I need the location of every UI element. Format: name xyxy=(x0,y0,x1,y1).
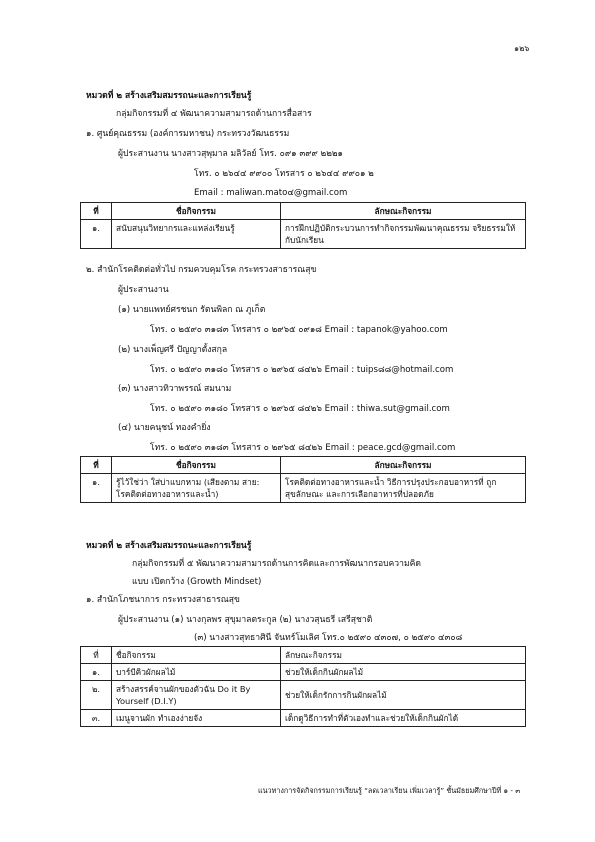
table-row xyxy=(81,474,526,503)
contact-detail: โทร. ๐ ๒๕๙๐ ๓๑๘๓ โทรสาร ๐ ๒๙๖๕ ๐๙๑๘ Email : tapanok@yahoo.com xyxy=(150,325,448,335)
contact-name: (๓) นางสาวทิวาพรรณ์ สมนาม xyxy=(118,384,232,394)
table-header: ชื่อกิจกรรม xyxy=(112,203,281,220)
section1-org1-contact-phone: โทร. ๐ ๒๖๔๔ ๙๙๐๐ โทรสาร ๐ ๒๖๔๔ ๙๙๐๑ ๒ xyxy=(194,169,374,179)
contact-name: (๑) นายแพทย์ศรชนก รัตนพิลก ณ ภูเก็ต xyxy=(118,305,266,315)
table-cell: เมนูจานผัก ทำเองง่ายจัง xyxy=(112,710,281,727)
table-header: ชื่อกิจกรรม xyxy=(112,647,281,664)
table-cell: ช่วยให้เด็กรักการกินผักผลไม้ xyxy=(281,681,526,710)
table-header: ที่ xyxy=(81,647,112,664)
table-cell: ๑. xyxy=(81,664,112,681)
section1-org2-coordinator-label: ผู้ประสานงาน xyxy=(118,285,169,295)
section2-group-line2: แบบ เปิดกว้าง (Growth Mindset) xyxy=(132,577,262,587)
table-row xyxy=(81,664,526,681)
table-cell: ช่วยให้เด็กกินผักผลไม้ xyxy=(281,664,526,681)
section1-org1-title: ๑. ศูนย์คุณธรรม (องค์การมหาชน) กระทรวงวัฒนธรรม xyxy=(86,129,290,139)
contact-name: (๒) นางเพ็ญศรี ปัญญาตั้งสกุล xyxy=(118,345,228,355)
section1-org1-contact-name: ผู้ประสานงาน นางสาวสุพุมาล มลิวัลย์ โทร. ๐๙๑ ๓๙๙ ๒๒๒๑ xyxy=(118,149,344,159)
table-header: ที่ xyxy=(81,457,112,474)
table-row xyxy=(81,220,526,249)
section1-org1-table xyxy=(80,202,526,249)
table-header-row xyxy=(81,457,526,474)
table-cell: ๓. xyxy=(81,710,112,727)
table-cell: ๒. xyxy=(81,681,112,710)
table-row xyxy=(81,681,526,710)
table-cell: สนับสนุนวิทยากรและแหล่งเรียนรู้ xyxy=(112,220,281,249)
table-cell: การฝึกปฏิบัติกระบวนการทำกิจกรรมพัฒนาคุณธรรม จริยธรรมให้กับนักเรียน xyxy=(281,220,526,249)
page-footer: แนวทางการจัดกิจกรรมการเรียนรู้ “ลดเวลาเรียน เพิ่มเวลารู้” ชั้นมัธยมศึกษาปีที่ ๑ - ๓ xyxy=(258,786,521,795)
table-row xyxy=(81,710,526,727)
section2-contact-line2: (๓) นางสาวสุทธาศินี จันทร์โมเลิศ โทร.๐ ๒๕๙๐ ๔๓๐๗, ๐ ๒๕๙๐ ๔๓๐๘ xyxy=(194,633,463,643)
table-header: ลักษณะกิจกรรม xyxy=(281,457,526,474)
table-header: ลักษณะกิจกรรม xyxy=(281,647,526,664)
section1-org1-email[interactable]: Email : maliwan.mato๔@gmail.com xyxy=(194,188,348,198)
contact-detail: โทร. ๐ ๒๕๙๐ ๓๑๘๐ โทรสาร ๐ ๒๙๖๕ ๘๔๒๖ Email : tuips๘๘@hotmail.com xyxy=(150,365,454,375)
section1-group: กลุ่มกิจกรรมที่ ๔ พัฒนาความสามารถด้านการสื่อสาร xyxy=(116,109,312,119)
page-number: ๑๒๖ xyxy=(514,44,530,53)
table-cell: รู้ไว้ใช่ว่า ใส่บ่าแบกหาม (เสียงตาม สาย: โรคติดต่อทางอาหารและน้ำ) xyxy=(112,474,281,503)
section2-group-line1: กลุ่มกิจกรรมที่ ๕ พัฒนาความสามารถด้านการคิดและการพัฒนากรอบความคิด xyxy=(132,559,421,569)
table-header: ลักษณะกิจกรรม xyxy=(281,203,526,220)
table-cell: ๑. xyxy=(81,220,112,249)
contact-detail: โทร. ๐ ๒๕๙๐ ๓๑๘๓ โทรสาร ๐ ๒๙๖๕ ๘๔๒๖ Email : peace.gcd@gmail.com xyxy=(150,443,456,453)
table-header-row xyxy=(81,647,526,664)
section2-org1-table xyxy=(80,646,526,727)
section2-contact-line1: ผู้ประสานงาน (๑) นางกุลพร สุขุมาลตระกูล (๒) นางวสุนธรี เสรีสุชาติ xyxy=(118,615,373,625)
table-header: ชื่อกิจกรรม xyxy=(112,457,281,474)
table-cell: บาร์บีคิวผักผลไม้ xyxy=(112,664,281,681)
table-cell: สร้างสรรค์จานผักของตัวฉัน Do it By Yourself (D.I.Y) xyxy=(112,681,281,710)
section2-org1-title: ๑. สำนักโภชนาการ กระทรวงสาธารณสุข xyxy=(86,595,240,605)
section1-org2-table xyxy=(80,456,526,503)
table-cell: เด็กดูวิธีการทำที่ตัวเองทำและช่วยให้เด็กกินผักได้ xyxy=(281,710,526,727)
contact-name: (๔) นายคนุชน์ ทองคำยิ่ง xyxy=(118,423,211,433)
contact-detail: โทร. ๐ ๒๕๙๐ ๓๑๘๐ โทรสาร ๐ ๒๙๖๕ ๘๔๒๖ Email : thiwa.sut@gmail.com xyxy=(150,404,450,414)
table-cell: โรคติดต่อทางอาหารและน้ำ วิธีการปรุงประกอบอาหารที่ ถูกสุขลักษณะ และการเลือกอาหารที่ปลอดภัย xyxy=(281,474,526,503)
table-header-row xyxy=(81,203,526,220)
section1-org2-title: ๒. สำนักโรคติดต่อทั่วไป กรมควบคุมโรค กระทรวงสาธารณสุข xyxy=(86,265,317,275)
section2-title: หมวดที่ ๒ สร้างเสริมสมรรถนะและการเรียนรู้ xyxy=(86,541,252,551)
table-header: ที่ xyxy=(81,203,112,220)
table-cell: ๑. xyxy=(81,474,112,503)
section1-title: หมวดที่ ๒ สร้างเสริมสมรรถนะและการเรียนรู้ xyxy=(86,91,252,101)
